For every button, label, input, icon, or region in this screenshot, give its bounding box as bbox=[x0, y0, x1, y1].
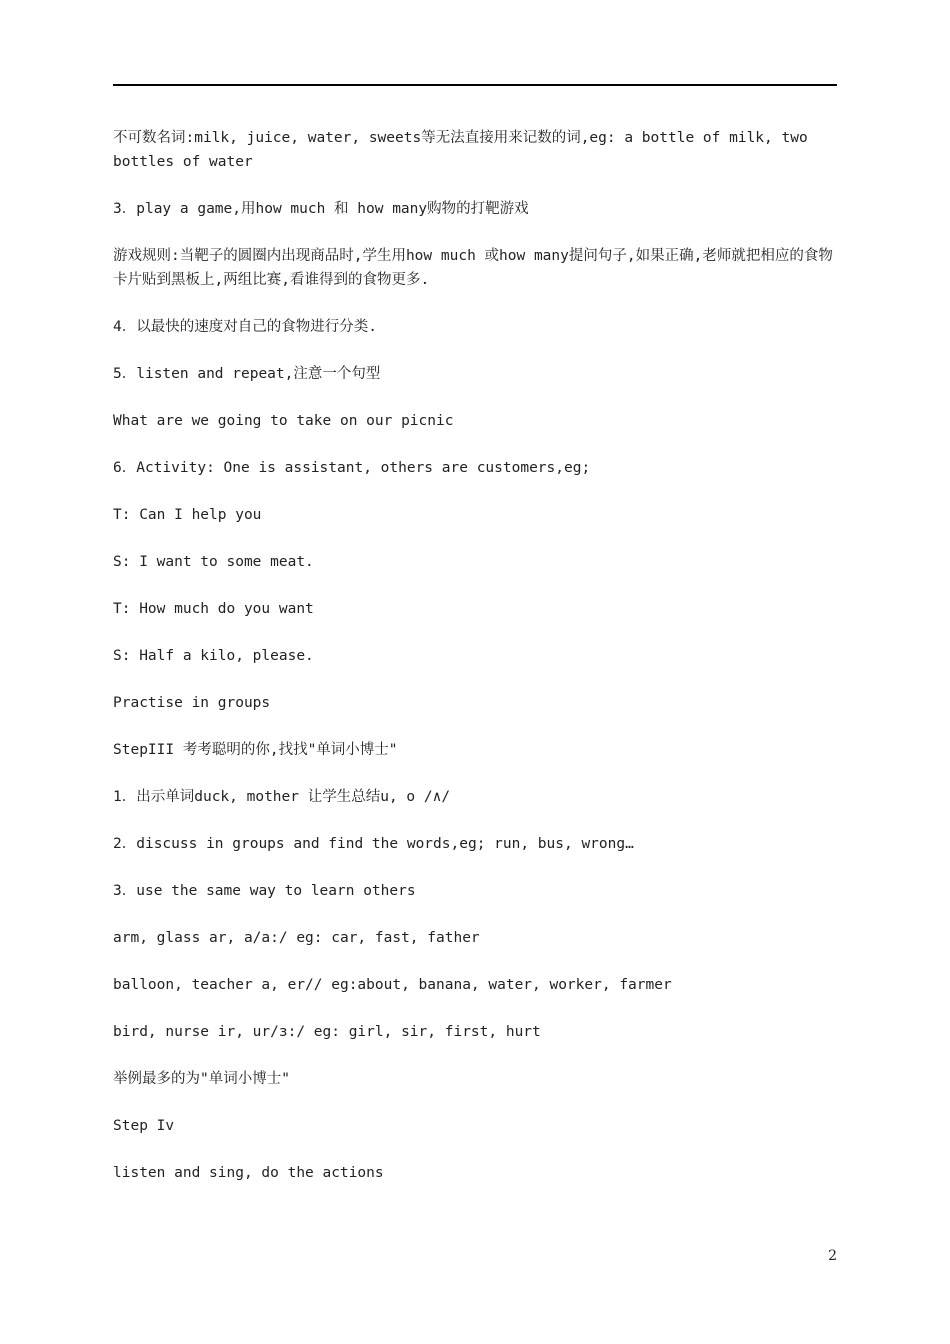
paragraph-game-rules: 游戏规则:当靶子的圆圈内出现商品时,学生用how much 或how many提问句子,如果正确,老师就把相应的食物卡片贴到黑板上,两组比赛,看谁得到的食物更多. bbox=[113, 248, 833, 288]
paragraph-step-3-game: 3．play a game,用how much 和 how many购物的打靶游戏 bbox=[113, 201, 529, 217]
heading-step-iv: Step Iv bbox=[113, 1118, 175, 1134]
paragraph-practise-groups: Practise in groups bbox=[113, 695, 271, 711]
paragraph-uncountable-nouns: 不可数名词:milk, juice, water, sweets等无法直接用来记数的词,eg: a bottle of milk, two bottles of water bbox=[113, 130, 817, 170]
paragraph-step-5-listen: 5．listen and repeat,注意一个句型 bbox=[113, 366, 381, 382]
paragraph-picnic-question: What are we going to take on our picnic bbox=[113, 413, 454, 429]
paragraph-listen-sing: listen and sing, do the actions bbox=[113, 1165, 384, 1181]
phonics-line-ar: arm, glass ar, a/a:/ eg: car, fast, father bbox=[113, 930, 480, 946]
phonics-line-ir: bird, nurse ir, ur/ɜ:/ eg: girl, sir, first, hurt bbox=[113, 1024, 541, 1040]
paragraph-word-champion: 举例最多的为"单词小博士" bbox=[113, 1071, 290, 1087]
paragraph-step-iii-1: 1．出示单词duck, mother 让学生总结u, o /∧/ bbox=[113, 789, 451, 805]
document-body bbox=[113, 126, 839, 1208]
heading-step-iii: StepIII 考考聪明的你,找找"单词小博士" bbox=[113, 742, 398, 758]
phonics-line-er: balloon, teacher a, er// eg:about, banana, water, worker, farmer bbox=[113, 977, 672, 993]
paragraph-step-6-activity: 6．Activity: One is assistant, others are customers,eg; bbox=[113, 460, 591, 476]
paragraph-step-iii-2: 2．discuss in groups and find the words,eg; run, bus, wrong… bbox=[113, 836, 634, 852]
dialogue-line-teacher-help: T: Can I help you bbox=[113, 507, 262, 523]
dialogue-line-student-half-kilo: S: Half a kilo, please. bbox=[113, 648, 314, 664]
dialogue-line-teacher-how-much: T: How much do you want bbox=[113, 601, 314, 617]
paragraph-step-4-classify: 4．以最快的速度对自己的食物进行分类. bbox=[113, 319, 377, 335]
dialogue-line-student-meat: S: I want to some meat. bbox=[113, 554, 314, 570]
page-number: 2 bbox=[828, 1248, 837, 1264]
paragraph-step-iii-3: 3．use the same way to learn others bbox=[113, 883, 416, 899]
header-rule bbox=[113, 84, 837, 86]
